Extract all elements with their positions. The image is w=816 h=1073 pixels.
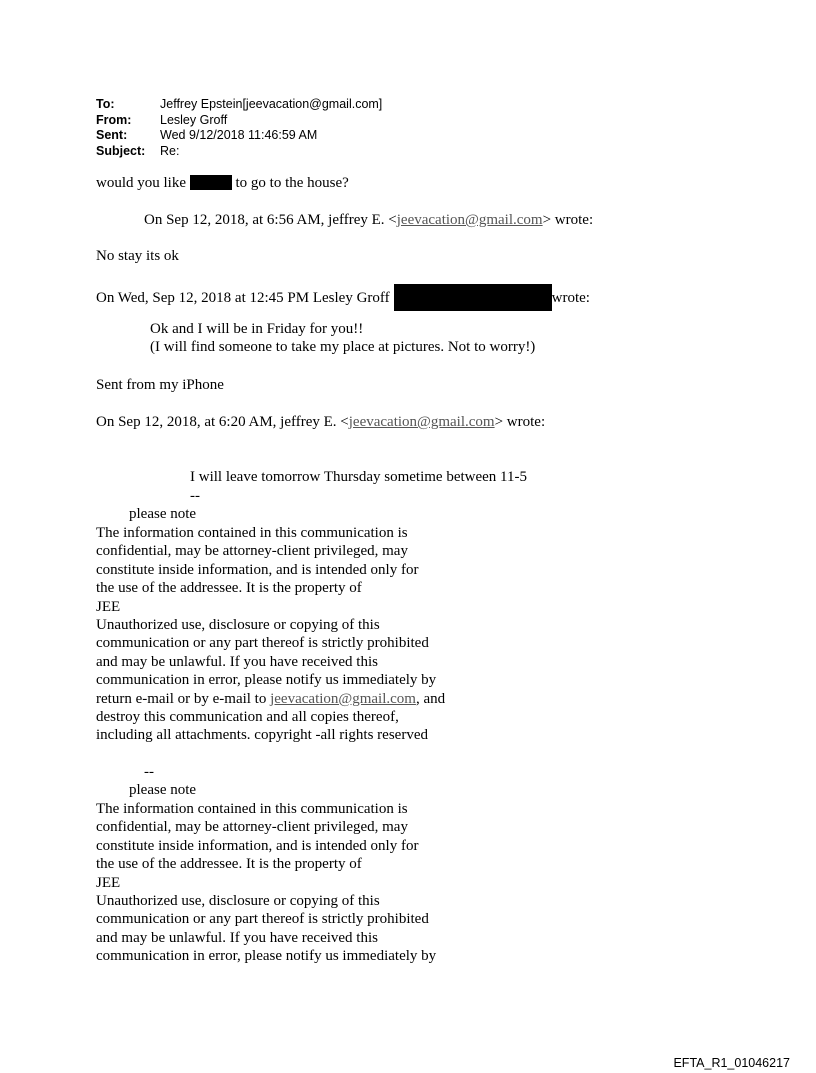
disclaimer-line: JEE — [96, 598, 121, 615]
disclaimer-line: The information contained in this communication is — [96, 525, 408, 541]
signature-dash-2: -- — [144, 764, 154, 780]
sent-value: Wed 9/12/2018 11:46:59 AM — [160, 128, 318, 142]
message-2-line-1: Ok and I will be in Friday for you!! — [150, 321, 364, 337]
subject-value: Re: — [160, 143, 180, 158]
disclaimer-line: communication or any part thereof is strictly prohibited — [96, 911, 429, 928]
disclaimer-line: the use of the addressee. It is the property of — [96, 580, 362, 597]
document-id-footer: EFTA_R1_01046217 — [673, 1056, 790, 1070]
redaction-box — [190, 175, 232, 190]
email-link[interactable]: jeevacation@gmail.com — [396, 212, 543, 228]
disclaimer-line: communication or any part thereof is strictly prohibited — [96, 635, 429, 652]
return-prefix: return e-mail or by e-mail to — [96, 690, 271, 707]
disclaimer-line: Unauthorized use, disclosure or copying of this — [96, 617, 380, 634]
message-3: I will leave tomorrow Thursday sometime between 11-5 — [190, 469, 527, 485]
disclaimer-line: Unauthorized use, disclosure or copying of this — [96, 893, 380, 910]
subject-label: Subject: — [96, 143, 146, 158]
disclaimer-line: confidential, may be attorney-client privileged, may — [96, 543, 408, 560]
quote-3-suffix: > wrote: — [494, 414, 546, 430]
to-label: To: — [96, 97, 115, 111]
disclaimer-line: constitute inside information, and is intended only for — [96, 561, 419, 578]
disclaimer-line: constitute inside information, and is intended only for — [96, 837, 419, 854]
quote-1-suffix: > wrote: — [542, 212, 594, 228]
quote-1-prefix: On Sep 12, 2018, at 6:56 AM, jeffrey E. < — [144, 212, 397, 228]
quote-3-prefix: On Sep 12, 2018, at 6:20 AM, jeffrey E. < — [96, 414, 349, 430]
to-value: Jeffrey Epstein[jeevacation@gmail.com] — [160, 97, 383, 111]
message-2 — [150, 320, 535, 357]
disclaimer-line: confidential, may be attorney-client privileged, may — [96, 819, 408, 836]
quote-2-suffix: wrote: — [551, 290, 590, 306]
message-2-line-2: (I will find someone to take my place at pictures. Not to worry!) — [150, 339, 536, 356]
from-label: From: — [96, 112, 132, 127]
message-1-before: would you like — [96, 175, 186, 191]
sent-from-line: Sent from my iPhone — [96, 377, 224, 393]
disclaimer-line: The information contained in this communication is — [96, 801, 408, 817]
disclaimer-2 — [96, 800, 436, 966]
from-value: Lesley Groff — [160, 112, 228, 127]
sent-row — [96, 128, 382, 144]
disclaimer-1 — [96, 524, 445, 745]
disclaimer-line — [96, 690, 445, 708]
quote-header-3 — [96, 413, 545, 431]
disclaimer-line: the use of the addressee. It is the property of — [96, 856, 362, 873]
quote-2-prefix: On Wed, Sep 12, 2018 at 12:45 PM Lesley Groff — [96, 290, 390, 306]
disclaimer-line: communication in error, please notify us immediately by — [96, 948, 437, 965]
subject-row — [96, 144, 382, 160]
signature-note-1: please note — [129, 506, 197, 522]
email-link[interactable]: jeevacation@gmail.com — [348, 414, 495, 430]
email-header — [96, 97, 382, 159]
signature-note-2: please note — [129, 782, 197, 798]
message-1 — [96, 174, 349, 192]
email-link[interactable]: jeevacation@gmail.com — [270, 690, 416, 707]
signature-dash-1: -- — [190, 488, 200, 504]
disclaimer-line: and may be unlawful. If you have received this — [96, 653, 378, 670]
sent-label: Sent: — [96, 128, 128, 142]
from-row — [96, 113, 382, 129]
quote-header-1 — [144, 211, 593, 229]
disclaimer-line: communication in error, please notify us immediately by — [96, 672, 437, 689]
disclaimer-line: and may be unlawful. If you have received this — [96, 929, 378, 946]
reply-1: No stay its ok — [96, 248, 179, 264]
quote-header-2 — [96, 284, 590, 311]
message-1-after: to go to the house? — [231, 175, 349, 191]
return-suffix: , and — [415, 690, 446, 707]
to-row — [96, 97, 382, 113]
disclaimer-line: including all attachments. copyright -all rights reserved — [96, 727, 428, 744]
disclaimer-line: destroy this communication and all copies thereof, — [96, 709, 399, 726]
redaction-box — [394, 284, 552, 311]
disclaimer-line: JEE — [96, 874, 121, 891]
